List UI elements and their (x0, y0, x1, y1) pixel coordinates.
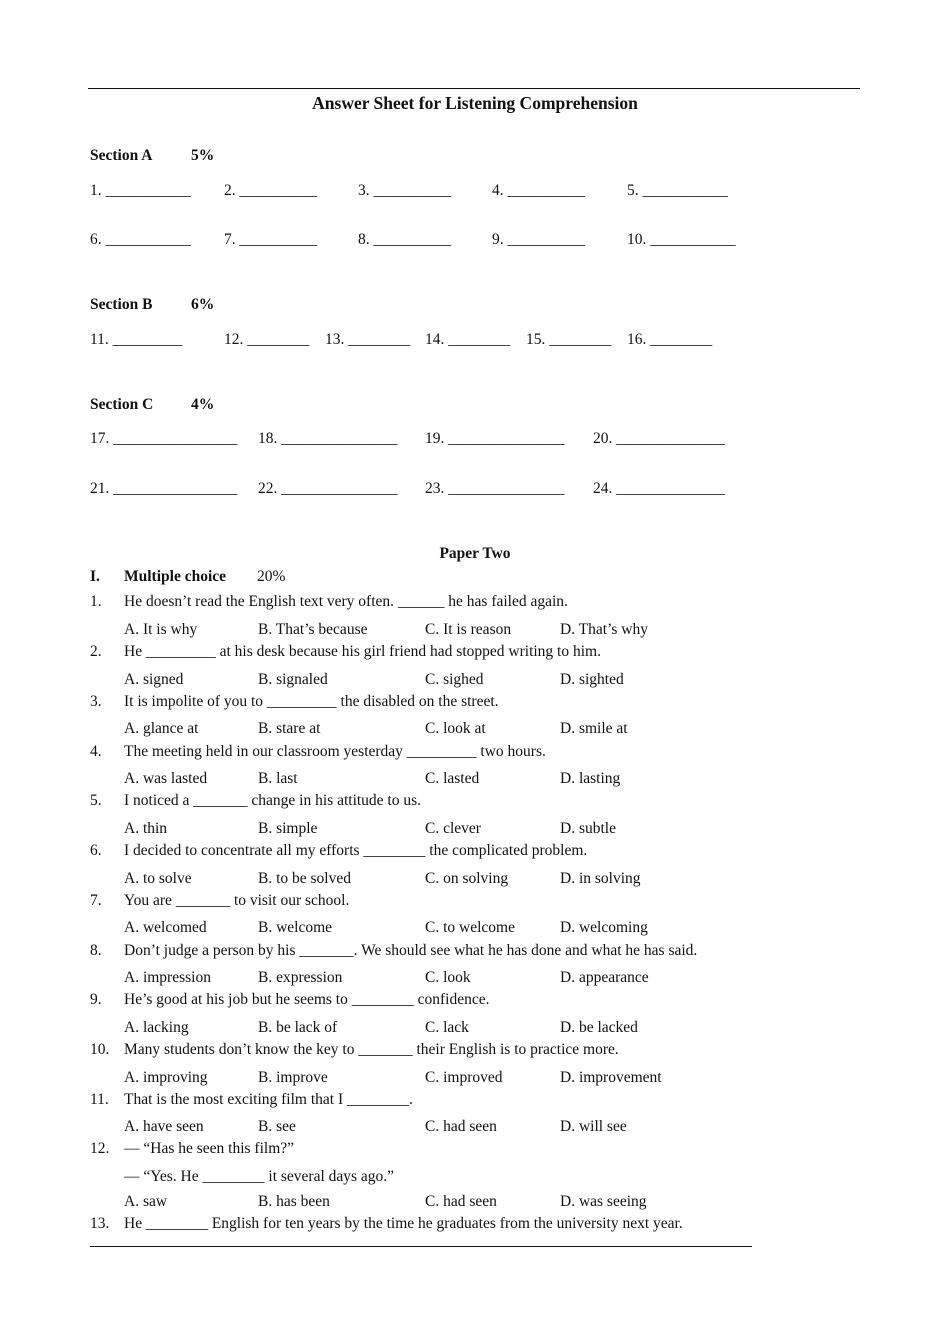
option-b[interactable]: B. expression (258, 969, 343, 986)
answer-blank[interactable]: 22. _______________ (258, 480, 398, 497)
option-b[interactable]: B. improve (258, 1069, 328, 1086)
question-number: 1. (90, 593, 102, 610)
option-b[interactable]: B. see (258, 1118, 296, 1135)
option-d[interactable]: D. smile at (560, 720, 628, 737)
question-number: 2. (90, 643, 102, 660)
top-rule (88, 88, 860, 89)
section-c-percent: 4% (191, 396, 215, 413)
option-d[interactable]: D. be lacked (560, 1019, 638, 1036)
question-number: 6. (90, 842, 102, 859)
part-label: Multiple choice (124, 568, 227, 585)
question-text: — “Has he seen this film?” (124, 1140, 295, 1157)
page-title: Answer Sheet for Listening Comprehension (312, 93, 638, 113)
answer-blank[interactable]: 13. ________ (325, 331, 411, 348)
section-b-name: Section B (90, 296, 153, 313)
question-text: The meeting held in our classroom yesterday _________ two hours. (124, 743, 546, 760)
option-c[interactable]: C. lasted (425, 770, 480, 787)
option-c[interactable]: C. look (425, 969, 471, 986)
option-b[interactable]: B. stare at (258, 720, 321, 737)
option-d[interactable]: D. appearance (560, 969, 649, 986)
option-b[interactable]: B. simple (258, 820, 318, 837)
option-c[interactable]: C. It is reason (425, 621, 512, 638)
option-b[interactable]: B. has been (258, 1193, 330, 1210)
question-text: He’s good at his job but he seems to ________ confidence. (124, 991, 490, 1008)
option-a[interactable]: A. welcomed (124, 919, 207, 936)
option-c[interactable]: C. sighed (425, 671, 484, 688)
question-number: 10. (90, 1041, 110, 1058)
option-b[interactable]: B. last (258, 770, 298, 787)
question-text: You are _______ to visit our school. (124, 892, 350, 909)
option-c[interactable]: C. to welcome (425, 919, 515, 936)
option-d[interactable]: D. welcoming (560, 919, 648, 936)
option-d[interactable]: D. will see (560, 1118, 627, 1135)
answer-blank[interactable]: 21. ________________ (90, 480, 238, 497)
question-text: He _________ at his desk because his girl friend had stopped writing to him. (124, 643, 601, 660)
question-number: 4. (90, 743, 102, 760)
section-c-name: Section C (90, 396, 154, 413)
section-c-heading (90, 396, 215, 414)
question-number: 5. (90, 792, 102, 809)
answer-blank[interactable]: 3. __________ (358, 182, 451, 199)
answer-blank[interactable]: 14. ________ (425, 331, 511, 348)
part-percent: 20% (257, 568, 286, 585)
option-a[interactable]: A. was lasted (124, 770, 208, 787)
option-b[interactable]: B. be lack of (258, 1019, 338, 1036)
answer-blank[interactable]: 1. ___________ (90, 182, 191, 199)
answer-blank[interactable]: 23. _______________ (425, 480, 565, 497)
question-text: I decided to concentrate all my efforts ________ the complicated problem. (124, 842, 588, 859)
option-c[interactable]: C. lack (425, 1019, 469, 1036)
option-d[interactable]: D. in solving (560, 870, 641, 887)
question-number: 12. (90, 1140, 110, 1157)
answer-blank[interactable]: 15. ________ (526, 331, 612, 348)
section-a-name: Section A (90, 147, 153, 164)
answer-blank[interactable]: 18. _______________ (258, 430, 398, 447)
answer-blank[interactable]: 16. ________ (627, 331, 713, 348)
option-b[interactable]: B. That’s because (258, 621, 368, 638)
option-a[interactable]: A. impression (124, 969, 211, 986)
question-text: I noticed a _______ change in his attitude to us. (124, 792, 422, 809)
paper-two-heading: Paper Two (439, 545, 511, 562)
question-number: 7. (90, 892, 102, 909)
section-b-heading (90, 296, 215, 314)
answer-blank[interactable]: 19. _______________ (425, 430, 565, 447)
answer-blank[interactable]: 4. __________ (492, 182, 585, 199)
option-c[interactable]: C. clever (425, 820, 481, 837)
option-a[interactable]: A. signed (124, 671, 184, 688)
option-c[interactable]: C. look at (425, 720, 486, 737)
answer-blank[interactable]: 20. ______________ (593, 430, 725, 447)
answer-blank[interactable]: 2. __________ (224, 182, 317, 199)
question-number: 9. (90, 991, 102, 1008)
option-c[interactable]: C. had seen (425, 1118, 497, 1135)
option-c[interactable]: C. had seen (425, 1193, 497, 1210)
part-roman: I. (90, 568, 100, 585)
question-text: He ________ English for ten years by the time he graduates from the university next year. (124, 1215, 683, 1232)
answer-blank[interactable]: 17. ________________ (90, 430, 238, 447)
section-a-heading (90, 147, 215, 165)
part-heading (90, 568, 286, 586)
answer-blank[interactable]: 12. ________ (224, 331, 310, 348)
section-b-percent: 6% (191, 296, 215, 313)
option-c[interactable]: C. improved (425, 1069, 503, 1086)
question-text: That is the most exciting film that I ________. (124, 1091, 413, 1108)
answer-blank[interactable]: 9. __________ (492, 231, 585, 248)
answer-blank[interactable]: 11. _________ (90, 331, 183, 348)
option-a[interactable]: A. thin (124, 820, 168, 837)
option-d[interactable]: D. subtle (560, 820, 616, 837)
question-text: He doesn’t read the English text very often. ______ he has failed again. (124, 593, 568, 610)
option-d[interactable]: D. improvement (560, 1069, 662, 1086)
question-number: 3. (90, 693, 102, 710)
answer-blank[interactable]: 10. ___________ (627, 231, 736, 248)
section-a-percent: 5% (191, 147, 215, 164)
option-a[interactable]: A. It is why (124, 621, 198, 638)
question-text: Many students don’t know the key to _______ their English is to practice more. (124, 1041, 619, 1058)
answer-blank[interactable]: 5. ___________ (627, 182, 728, 199)
option-b[interactable]: B. welcome (258, 919, 333, 936)
option-d[interactable]: D. sighted (560, 671, 624, 688)
answer-blank[interactable]: 8. __________ (358, 231, 451, 248)
option-a[interactable]: A. have seen (124, 1118, 204, 1135)
question-text: It is impolite of you to _________ the disabled on the street. (124, 693, 499, 710)
option-b[interactable]: B. to be solved (258, 870, 351, 887)
option-a[interactable]: A. to solve (124, 870, 192, 887)
option-a[interactable]: A. improving (124, 1069, 208, 1086)
question-text: Don’t judge a person by his _______. We should see what he has done and what he has said. (124, 942, 698, 959)
option-c[interactable]: C. on solving (425, 870, 509, 887)
option-d[interactable]: D. was seeing (560, 1193, 647, 1210)
question-number: 8. (90, 942, 102, 959)
answer-blank[interactable]: 24. ______________ (593, 480, 725, 497)
option-a[interactable]: A. lacking (124, 1019, 189, 1036)
question-text-reply: — “Yes. He ________ it several days ago.” (124, 1168, 395, 1185)
bottom-rule (90, 1246, 752, 1247)
option-d[interactable]: D. That’s why (560, 621, 648, 638)
answer-blank[interactable]: 6. ___________ (90, 231, 191, 248)
option-a[interactable]: A. glance at (124, 720, 199, 737)
answer-blank[interactable]: 7. __________ (224, 231, 317, 248)
question-number: 11. (90, 1091, 109, 1108)
option-d[interactable]: D. lasting (560, 770, 621, 787)
option-a[interactable]: A. saw (124, 1193, 168, 1210)
question-number: 13. (90, 1215, 110, 1232)
option-b[interactable]: B. signaled (258, 671, 328, 688)
